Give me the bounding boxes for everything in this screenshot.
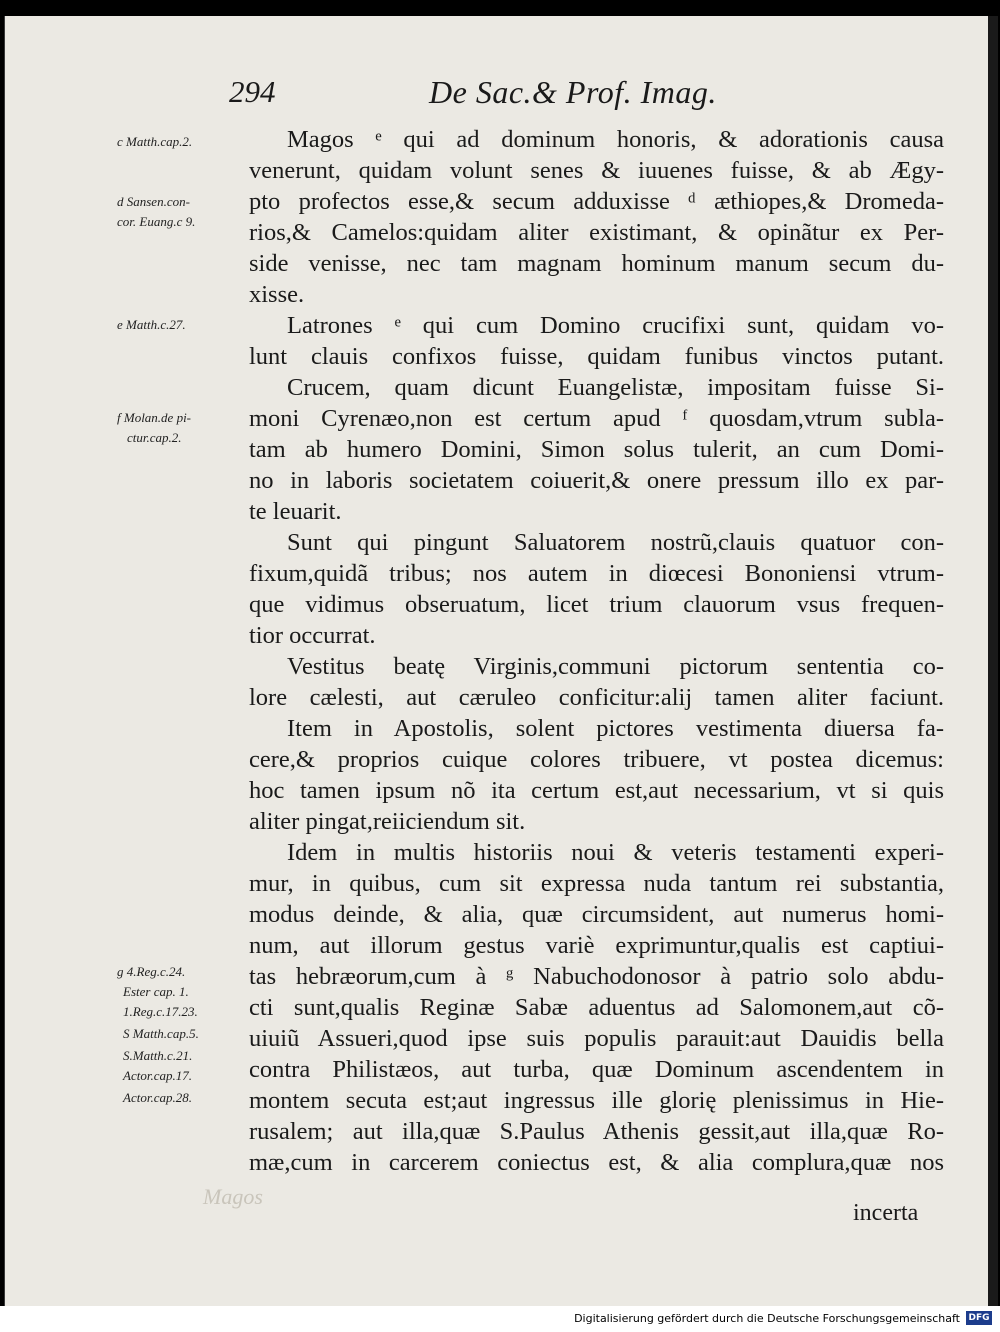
footer-credit: Digitalisierung gefördert durch die Deutsche Forschungsgemeinschaft — [574, 1312, 960, 1325]
text-line: mur, in quibus, cum sit expressa nuda tantum rei substantia, — [249, 870, 944, 897]
margin-note: 1.Reg.c.17.23. — [123, 1004, 198, 1019]
margin-note: ctur.cap.2. — [127, 430, 182, 445]
text-line: cere,& proprios cuique colores tribuere, vt postea dicemus: — [249, 746, 944, 773]
text-line: contra Philistæos, aut turba, quæ Dominum ascendentem in — [249, 1056, 944, 1083]
margin-note: Actor.cap.28. — [123, 1090, 192, 1105]
text-line: side venisse, nec tam magnam hominum manum secum du- — [249, 250, 944, 277]
text-line: xisse. — [249, 281, 305, 308]
page-number: 294 — [229, 74, 276, 109]
bleed-through-text: Magos — [203, 1184, 263, 1209]
margin-note: S Matth.cap.5. — [123, 1026, 199, 1041]
text-line: num, aut illorum gestus variè exprimuntur,qualis est captiui- — [249, 932, 944, 959]
page-edge — [988, 16, 998, 1306]
catchword: incerta — [853, 1200, 919, 1226]
body-text — [249, 124, 944, 1178]
text-line: Vestitus beatę Virginis,communi pictorum sententia co- — [287, 653, 944, 680]
margin-note: g 4.Reg.c.24. — [117, 964, 186, 979]
margin-note: cor. Euang.c 9. — [117, 214, 196, 229]
text-line: moni Cyrenæo,non est certum apud ᶠ quosdam,vtrum subla- — [249, 405, 944, 432]
text-line: tas hebræorum,cum à ᵍ Nabuchodonosor à patrio solo abdu- — [249, 963, 944, 990]
text-line: Item in Apostolis, solent pictores vestimenta diuersa fa- — [287, 715, 944, 742]
text-line: rios,& Camelos:quidam aliter existimant, & opinãtur ex Per- — [249, 219, 944, 246]
footer-bar — [0, 1306, 1000, 1332]
text-line: Sunt qui pingunt Saluatorem nostrũ,clauis quatuor con- — [287, 529, 944, 556]
text-line: Crucem, quam dicunt Euangelistæ, impositam fuisse Si- — [287, 374, 944, 401]
margin-note: c Matth.cap.2. — [117, 134, 193, 149]
text-line: cti sunt,qualis Reginæ Sabæ aduentus ad Salomonem,aut cõ- — [249, 994, 944, 1021]
text-line: te leuarit. — [249, 498, 342, 525]
margin-note: S.Matth.c.21. — [123, 1048, 193, 1063]
text-line: modus deinde, & alia, quæ circumsident, aut numerus homi- — [249, 901, 944, 928]
margin-note: e Matth.c.27. — [117, 317, 186, 332]
book-page — [4, 16, 989, 1306]
text-line: no in laboris societatem coiuerit,& onere pressum illo ex par- — [249, 467, 944, 494]
margin-note: Actor.cap.17. — [123, 1068, 192, 1083]
text-line: que vidimus obseruatum, licet trium clauorum vsus frequen- — [249, 591, 944, 618]
text-line: lore cælesti, aut cæruleo conficitur:alij tamen aliter faciunt. — [249, 684, 944, 711]
text-line: tior occurrat. — [249, 622, 376, 649]
text-line: hoc tamen ipsum nõ ita certum est,aut necessarium, vt si quis — [249, 777, 944, 804]
text-line: Idem in multis historiis noui & veteris testamenti experi- — [287, 839, 944, 866]
text-line: montem secuta est;aut ingressus ille glorię plenissimus in Hie- — [249, 1087, 944, 1114]
dfg-logo-icon: DFG — [966, 1311, 992, 1325]
text-line: Magos ᵉ qui ad dominum honoris, & adorationis causa — [287, 126, 944, 153]
text-line: venerunt, quidam volunt senes & iuuenes fuisse, & ab Ægy- — [249, 157, 944, 184]
margin-note: d Sansen.con- — [117, 194, 190, 209]
text-line: aliter pingat,reiiciendum sit. — [249, 808, 526, 835]
margin-note: f Molan.de pi- — [117, 410, 192, 425]
text-line: tam ab humero Domini, Simon solus tulerit, an cum Domi- — [249, 436, 944, 463]
page-header — [5, 74, 989, 124]
text-line: fixum,quidã tribus; nos autem in diœcesi Bononiensi vtrum- — [249, 560, 944, 587]
text-line: rusalem; aut illa,quæ S.Paulus Athenis gessit,aut illa,quæ Ro- — [249, 1118, 944, 1145]
text-line: uiuiũ Assueri,quod ipse suis populis parauit:aut Dauidis bella — [249, 1025, 944, 1052]
margin-note: Ester cap. 1. — [123, 984, 189, 999]
text-line: Latrones ᵉ qui cum Domino crucifixi sunt, quidam vo- — [287, 312, 944, 339]
text-line: lunt clauis confixos fuisse, quidam funibus vinctos putant. — [249, 343, 944, 370]
text-line: pto profectos esse,& secum adduxisse ᵈ æthiopes,& Dromeda- — [249, 188, 944, 215]
running-head: De Sac.& Prof. Imag. — [429, 74, 717, 110]
text-line: mæ,cum in carcerem coniectus est, & alia complura,quæ nos — [249, 1149, 944, 1176]
